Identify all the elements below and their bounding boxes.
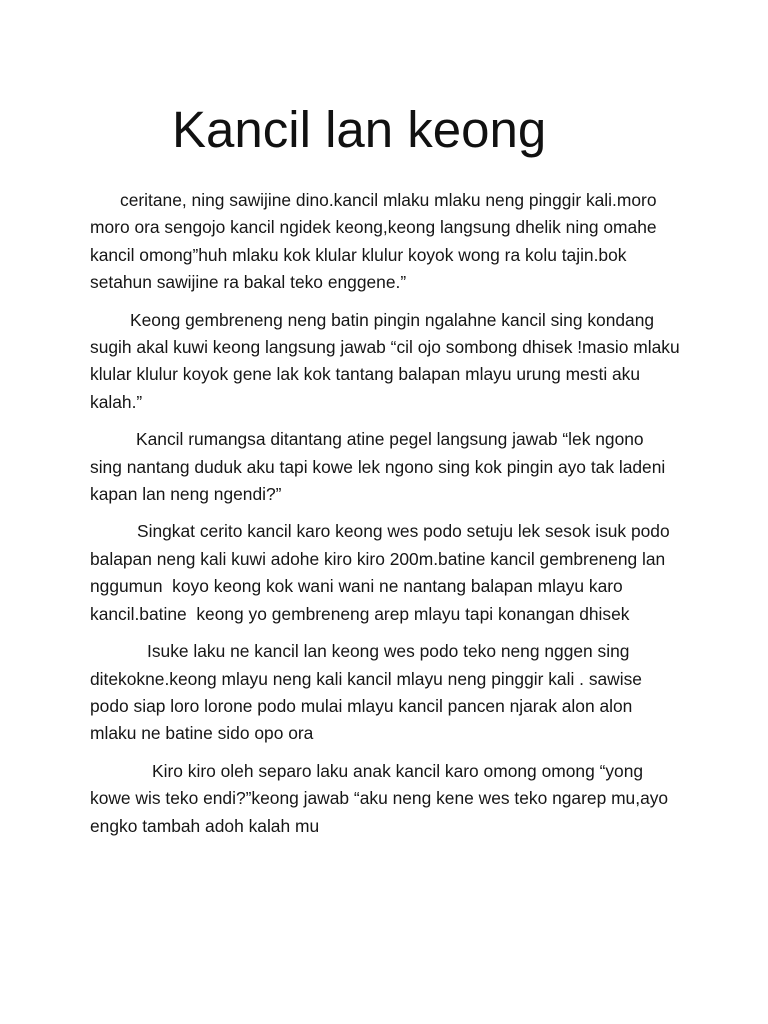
- paragraph: Kiro kiro oleh separo laku anak kancil karo omong omong “yong kowe wis teko endi?”keong jawab “aku neng kene wes teko ngarep mu,ayo engko tambah adoh kalah mu: [90, 760, 673, 836]
- paragraph: Isuke laku ne kancil lan keong wes podo teko neng nggen sing ditekokne.keong mlayu neng kali kancil mlayu neng pinggir kali . sawise podo siap loro lorone podo mulai mlayu kancil pancen njarak alon alon mlaku ne batine sido opo ora: [90, 641, 647, 744]
- paragraph: Keong gembreneng neng batin pingin ngalahne kancil sing kondang sugih akal kuwi keong langsung jawab “cil ojo sombong dhisek !masio mlaku klular klulur koyok gene lak kok tantang balapan mlayu urung mesti aku kalah.”: [90, 309, 685, 412]
- paragraph: ceritane, ning sawijine dino.kancil mlaku mlaku neng pinggir kali.moro moro ora sengojo kancil ngidek keong,keong langsung dhelik ning omahe kancil omong”huh mlaku kok klular klulur koyok wong ra kolu tajin.bok setahun sawijine ra bakal teko enggene.”: [90, 190, 662, 293]
- story-body: [90, 187, 685, 850]
- document-title: Kancil lan keong: [172, 101, 547, 158]
- paragraph: Singkat cerito kancil karo keong wes podo setuju lek sesok isuk podo balapan neng kali kuwi adohe kiro kiro 200m.batine kancil gembreneng lan nggumun koyo keong kok wani wani ne nantang balapan mlayu karo kancil.batine keong yo gembreneng arep mlayu tapi konangan dhisek: [90, 521, 675, 624]
- paragraph: Kancil rumangsa ditantang atine pegel langsung jawab “lek ngono sing nantang duduk aku tapi kowe lek ngono sing kok pingin ayo tak ladeni kapan lan neng ngendi?”: [90, 429, 671, 505]
